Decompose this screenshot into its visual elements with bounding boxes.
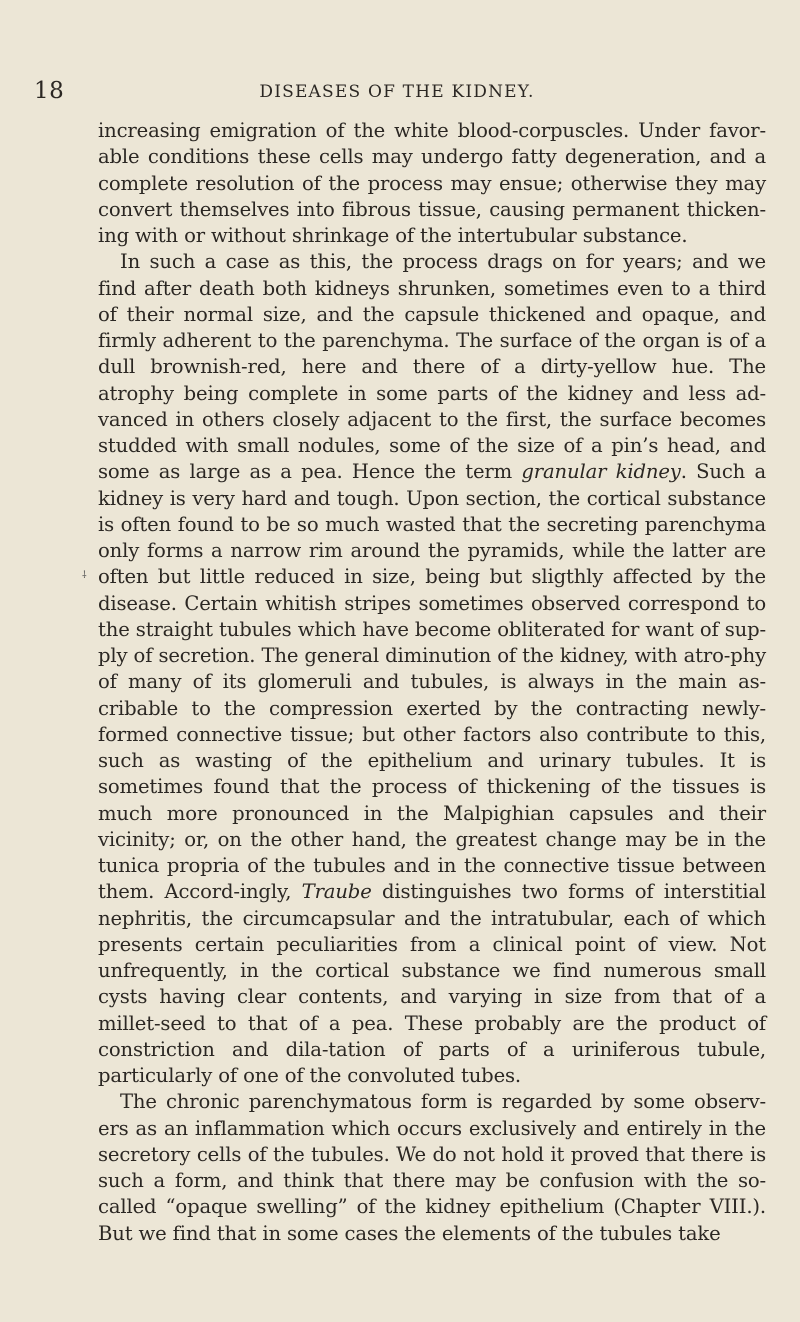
margin-mark: ⸸ (82, 570, 87, 581)
paragraph-2 (98, 249, 766, 1089)
term-granular-kidney: granular kidney (521, 460, 681, 484)
page-header (34, 78, 760, 112)
body-text (98, 118, 766, 1247)
author-traube: Traube (301, 880, 372, 904)
running-head: DISEASES OF THE KIDNEY. (259, 82, 535, 102)
paragraph-2-part-1: In such a case as this, the process drags on for years; and we find after death both kidneys shrunken, sometimes even to a third of their normal size, and the capsule thickened and opaque, and firmly adherent to the parenchyma. The surface of the organ is of a dull brownish-red, here and there of a dirty-yellow hue. The atrophy being complete in some parts of the kidney and less ad-vanced in others closely adjacent to the first, the surface becomes studded with small nodules, some of the size of a pin’s head, and some as large as a pea. Hence the term (98, 250, 766, 484)
paragraph-3: The chronic parenchymatous form is regarded by some observ-ers as an inflammation which occurs exclusively and entirely in the secretory cells of the tubules. We do not hold it proved that there is such a form, and think that there may be confusion with the so-called “opaque swelling” of the kidney epithelium (Chapter VIII.). But we find that in some cases the elements of the tubules take (98, 1090, 766, 1245)
page-number: 18 (34, 78, 65, 104)
paragraph-2-part-2: . Such a kidney is very hard and tough. Upon section, the cortical substance is often found to be so much wasted that the secreting parenchyma only forms a narrow rim around the pyramids, while the latter are often but little reduced in size, being but sligthly affected by the disease. Certain whitish stripes sometimes observed correspond to the straight tubules which have become obliterated for want of sup-ply of secretion. The general diminution of the kidney, with atro-phy of many of its glomeruli and tubules, is always in the main as-cribable to the compression exerted by the contracting newly-formed connective tissue; but other factors also contribute to this, such as wasting of the epithelium and urinary tubules. It is sometimes found that the process of thickening of the tissues is much more pronounced in the Malpighian capsules and their vicinity; or, on the other hand, the greatest change may be in the tunica propria of the tubules and in the connective tissue between them. Accord-ingly, (98, 460, 766, 904)
paragraph-1: increasing emigration of the white blood-corpuscles. Under favor-able conditions these cells may undergo fatty degeneration, and a complete resolution of the process may ensue; otherwise they may convert themselves into fibrous tissue, causing permanent thicken-ing with or without shrinkage of the intertubular substance. (98, 119, 766, 247)
paragraph-2-part-3: distinguishes two forms of interstitial nephritis, the circumcapsular and the intratubular, each of which presents certain peculiarities from a clinical point of view. Not unfrequently, in the cortical substance we find numerous small cysts having clear contents, and varying in size from that of a millet-seed to that of a pea. These probably are the product of constriction and dila-tation of parts of a uriniferous tubule, particularly of one of the convoluted tubes. (98, 880, 766, 1087)
